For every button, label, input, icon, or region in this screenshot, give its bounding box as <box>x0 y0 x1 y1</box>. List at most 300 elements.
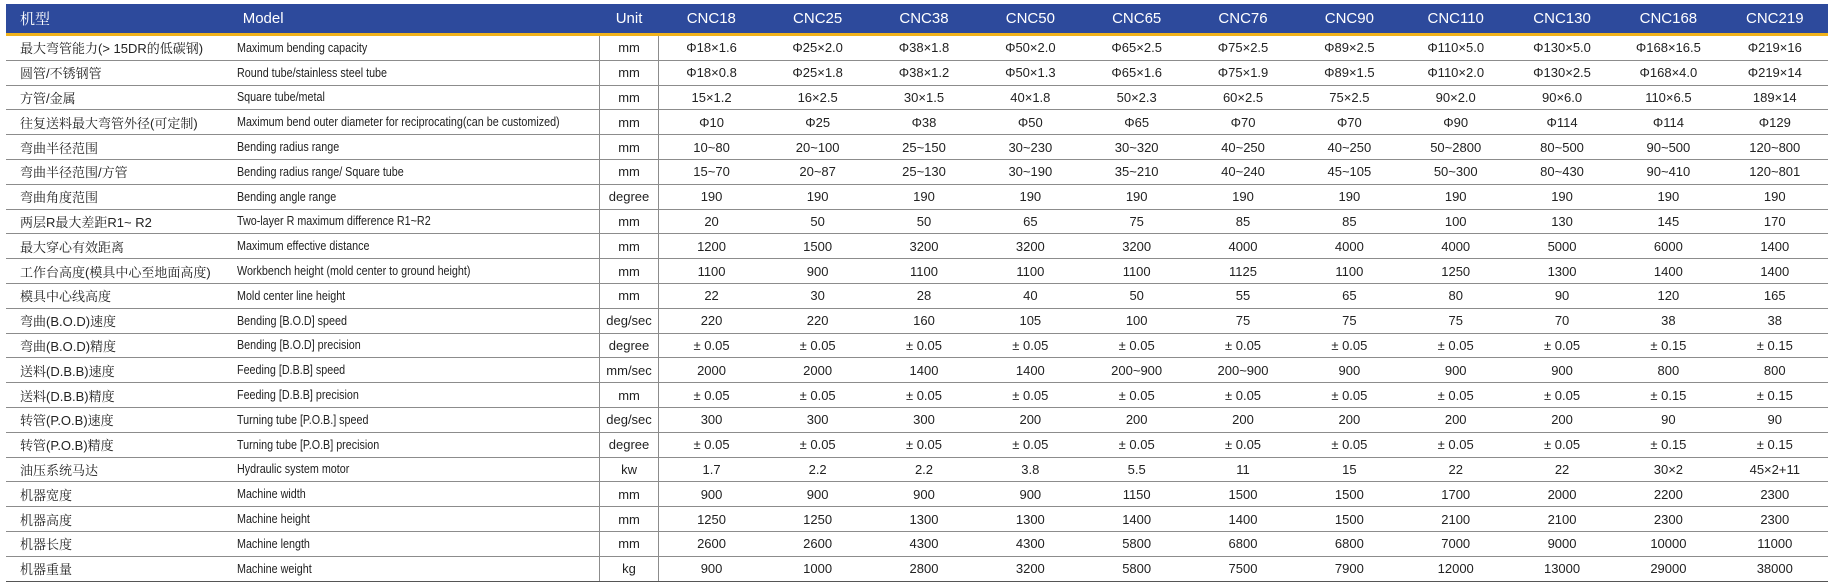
cell-cnc38: 1400 <box>871 358 977 383</box>
row-label-en-cell <box>229 35 600 61</box>
cell-cnc76: Φ75×2.5 <box>1190 35 1296 61</box>
cell-cnc25: 190 <box>764 184 870 209</box>
row-unit: degree <box>600 432 658 457</box>
cell-cnc65: 200~900 <box>1084 358 1190 383</box>
row-label-en-cell <box>229 407 600 432</box>
row-label-en: Bending radius range/ Square tube <box>236 164 404 179</box>
cell-cnc219: 120~801 <box>1722 159 1828 184</box>
cell-cnc18: 900 <box>658 482 764 507</box>
cell-cnc25: 2000 <box>764 358 870 383</box>
cell-cnc65: 35~210 <box>1084 159 1190 184</box>
cell-cnc65: ± 0.05 <box>1084 333 1190 358</box>
cell-cnc110: 100 <box>1403 209 1509 234</box>
cell-cnc168: Φ114 <box>1615 110 1721 135</box>
cell-cnc25: 20~100 <box>764 135 870 160</box>
cell-cnc90: 1500 <box>1296 507 1402 532</box>
cell-cnc65: 3200 <box>1084 234 1190 259</box>
row-unit: degree <box>600 184 658 209</box>
cell-cnc90: ± 0.05 <box>1296 333 1402 358</box>
cell-cnc110: 50~2800 <box>1403 135 1509 160</box>
cell-cnc90: 1100 <box>1296 259 1402 284</box>
cell-cnc90: 40~250 <box>1296 135 1402 160</box>
row-label-en-cell <box>229 234 600 259</box>
row-label-en: Feeding [D.B.B] precision <box>236 388 359 403</box>
cell-cnc18: ± 0.05 <box>658 432 764 457</box>
cell-cnc168: 6000 <box>1615 234 1721 259</box>
cell-cnc110: 7000 <box>1403 531 1509 556</box>
cell-cnc110: ± 0.05 <box>1403 383 1509 408</box>
row-label-cn: 模具中心线高度 <box>6 283 229 308</box>
cell-cnc18: 20 <box>658 209 764 234</box>
cell-cnc219: 1400 <box>1722 234 1828 259</box>
row-label-en: Maximum bend outer diameter for reciprocating(can be customized) <box>236 115 560 130</box>
cell-cnc38: 300 <box>871 407 977 432</box>
cell-cnc25: ± 0.05 <box>764 333 870 358</box>
cell-cnc130: 5000 <box>1509 234 1615 259</box>
table-row <box>6 184 1828 209</box>
header-model-cnc25: CNC25 <box>764 4 870 35</box>
cell-cnc90: 200 <box>1296 407 1402 432</box>
row-label-en: Machine weight <box>236 561 312 576</box>
cell-cnc130: 90 <box>1509 283 1615 308</box>
cell-cnc219: 120~800 <box>1722 135 1828 160</box>
row-label-en-cell <box>229 457 600 482</box>
row-label-en-cell <box>229 383 600 408</box>
row-unit: mm <box>600 35 658 61</box>
cell-cnc168: 10000 <box>1615 531 1721 556</box>
cell-cnc90: Φ70 <box>1296 110 1402 135</box>
table-body <box>6 35 1828 582</box>
cell-cnc50: ± 0.05 <box>977 383 1083 408</box>
cell-cnc168: 90~410 <box>1615 159 1721 184</box>
cell-cnc130: 2100 <box>1509 507 1615 532</box>
cell-cnc90: 85 <box>1296 209 1402 234</box>
cell-cnc50: 900 <box>977 482 1083 507</box>
cell-cnc76: 200 <box>1190 407 1296 432</box>
row-label-cn: 油压系统马达 <box>6 457 229 482</box>
cell-cnc219: 2300 <box>1722 482 1828 507</box>
row-label-en-cell <box>229 283 600 308</box>
table-header <box>6 4 1828 35</box>
cell-cnc65: 1150 <box>1084 482 1190 507</box>
header-cn-label: 机型 <box>6 4 229 35</box>
cell-cnc25: 1000 <box>764 556 870 581</box>
cell-cnc110: 22 <box>1403 457 1509 482</box>
cell-cnc76: ± 0.05 <box>1190 383 1296 408</box>
cell-cnc38: 3200 <box>871 234 977 259</box>
cell-cnc168: 2200 <box>1615 482 1721 507</box>
cell-cnc50: 190 <box>977 184 1083 209</box>
cell-cnc168: 190 <box>1615 184 1721 209</box>
row-label-en: Bending radius range <box>236 140 339 155</box>
row-unit: mm <box>600 531 658 556</box>
table-row <box>6 308 1828 333</box>
cell-cnc25: 300 <box>764 407 870 432</box>
cell-cnc90: 1500 <box>1296 482 1402 507</box>
cell-cnc65: 190 <box>1084 184 1190 209</box>
cell-cnc50: 3200 <box>977 556 1083 581</box>
cell-cnc219: 38 <box>1722 308 1828 333</box>
cell-cnc110: 190 <box>1403 184 1509 209</box>
cell-cnc38: 50 <box>871 209 977 234</box>
cell-cnc38: ± 0.05 <box>871 432 977 457</box>
cell-cnc130: 2000 <box>1509 482 1615 507</box>
cell-cnc18: 2000 <box>658 358 764 383</box>
cell-cnc110: 12000 <box>1403 556 1509 581</box>
cell-cnc168: 120 <box>1615 283 1721 308</box>
cell-cnc219: 800 <box>1722 358 1828 383</box>
cell-cnc76: 1400 <box>1190 507 1296 532</box>
cell-cnc219: 38000 <box>1722 556 1828 581</box>
row-label-cn: 方管/金属 <box>6 85 229 110</box>
cell-cnc65: 5.5 <box>1084 457 1190 482</box>
cell-cnc130: 80~500 <box>1509 135 1615 160</box>
cell-cnc25: Φ25 <box>764 110 870 135</box>
cell-cnc90: Φ89×1.5 <box>1296 60 1402 85</box>
cell-cnc65: 5800 <box>1084 556 1190 581</box>
cell-cnc219: 11000 <box>1722 531 1828 556</box>
cell-cnc76: 40~250 <box>1190 135 1296 160</box>
cell-cnc110: 2100 <box>1403 507 1509 532</box>
table-row <box>6 531 1828 556</box>
cell-cnc25: 220 <box>764 308 870 333</box>
header-model-cnc38: CNC38 <box>871 4 977 35</box>
cell-cnc76: 85 <box>1190 209 1296 234</box>
row-label-cn: 转管(P.O.B)精度 <box>6 432 229 457</box>
cell-cnc76: 40~240 <box>1190 159 1296 184</box>
table-row <box>6 159 1828 184</box>
cell-cnc18: 1250 <box>658 507 764 532</box>
row-label-cn: 弯曲(B.O.D)速度 <box>6 308 229 333</box>
cell-cnc130: Φ130×2.5 <box>1509 60 1615 85</box>
cell-cnc90: 45~105 <box>1296 159 1402 184</box>
cell-cnc38: 30×1.5 <box>871 85 977 110</box>
table-row <box>6 333 1828 358</box>
row-label-cn: 机器重量 <box>6 556 229 581</box>
row-label-cn: 送料(D.B.B)速度 <box>6 358 229 383</box>
cell-cnc25: ± 0.05 <box>764 383 870 408</box>
cell-cnc50: 1400 <box>977 358 1083 383</box>
cell-cnc110: 90×2.0 <box>1403 85 1509 110</box>
cell-cnc18: 15×1.2 <box>658 85 764 110</box>
row-label-cn: 弯曲角度范围 <box>6 184 229 209</box>
cell-cnc110: Φ110×2.0 <box>1403 60 1509 85</box>
cell-cnc38: 28 <box>871 283 977 308</box>
cell-cnc50: 40×1.8 <box>977 85 1083 110</box>
cell-cnc25: 20~87 <box>764 159 870 184</box>
cell-cnc38: 2800 <box>871 556 977 581</box>
cell-cnc76: 1125 <box>1190 259 1296 284</box>
cell-cnc130: 900 <box>1509 358 1615 383</box>
cell-cnc130: 9000 <box>1509 531 1615 556</box>
cell-cnc90: 15 <box>1296 457 1402 482</box>
cell-cnc50: 65 <box>977 209 1083 234</box>
cell-cnc219: 90 <box>1722 407 1828 432</box>
cell-cnc25: 1500 <box>764 234 870 259</box>
cell-cnc90: 7900 <box>1296 556 1402 581</box>
row-label-en: Machine height <box>236 512 310 527</box>
row-label-en: Hydraulic system motor <box>236 462 350 477</box>
cell-cnc18: 220 <box>658 308 764 333</box>
row-unit: deg/sec <box>600 407 658 432</box>
row-unit: mm <box>600 482 658 507</box>
row-label-en: Turning tube [P.O.B] precision <box>236 437 379 452</box>
row-label-cn: 送料(D.B.B)精度 <box>6 383 229 408</box>
table-row <box>6 234 1828 259</box>
row-label-cn: 机器高度 <box>6 507 229 532</box>
cell-cnc50: Φ50×1.3 <box>977 60 1083 85</box>
cell-cnc38: 4300 <box>871 531 977 556</box>
cell-cnc168: 110×6.5 <box>1615 85 1721 110</box>
cell-cnc50: 3.8 <box>977 457 1083 482</box>
header-unit-label: Unit <box>600 4 658 35</box>
cell-cnc130: Φ114 <box>1509 110 1615 135</box>
cell-cnc50: 30~190 <box>977 159 1083 184</box>
row-label-en: Workbench height (mold center to ground height) <box>236 264 471 279</box>
cell-cnc90: 6800 <box>1296 531 1402 556</box>
cell-cnc130: 190 <box>1509 184 1615 209</box>
cell-cnc50: 1300 <box>977 507 1083 532</box>
cell-cnc38: 160 <box>871 308 977 333</box>
cell-cnc168: 38 <box>1615 308 1721 333</box>
row-label-cn: 弯曲半径范围 <box>6 135 229 160</box>
header-model-cnc168: CNC168 <box>1615 4 1721 35</box>
cell-cnc219: 1400 <box>1722 259 1828 284</box>
row-label-en: Round tube/stainless steel tube <box>236 65 387 80</box>
row-unit: mm <box>600 283 658 308</box>
row-label-en-cell <box>229 308 600 333</box>
row-unit: degree <box>600 333 658 358</box>
cell-cnc18: 10~80 <box>658 135 764 160</box>
cell-cnc168: 800 <box>1615 358 1721 383</box>
row-unit: mm <box>600 383 658 408</box>
cell-cnc65: 1100 <box>1084 259 1190 284</box>
table-row <box>6 457 1828 482</box>
cell-cnc76: 75 <box>1190 308 1296 333</box>
cell-cnc76: ± 0.05 <box>1190 333 1296 358</box>
row-label-cn: 机器宽度 <box>6 482 229 507</box>
table-row <box>6 60 1828 85</box>
row-label-cn: 弯曲(B.O.D)精度 <box>6 333 229 358</box>
cell-cnc110: 200 <box>1403 407 1509 432</box>
row-label-en-cell <box>229 85 600 110</box>
cell-cnc25: Φ25×1.8 <box>764 60 870 85</box>
cell-cnc25: 1250 <box>764 507 870 532</box>
cell-cnc168: 90~500 <box>1615 135 1721 160</box>
cell-cnc65: 200 <box>1084 407 1190 432</box>
cell-cnc76: Φ75×1.9 <box>1190 60 1296 85</box>
row-label-cn: 工作台高度(模具中心至地面高度) <box>6 259 229 284</box>
cell-cnc110: ± 0.05 <box>1403 333 1509 358</box>
cell-cnc219: 170 <box>1722 209 1828 234</box>
cell-cnc50: 105 <box>977 308 1083 333</box>
row-label-en: Machine width <box>236 487 306 502</box>
cell-cnc130: ± 0.05 <box>1509 432 1615 457</box>
row-label-cn: 最大穿心有效距离 <box>6 234 229 259</box>
cell-cnc219: Φ219×16 <box>1722 35 1828 61</box>
cell-cnc38: 25~130 <box>871 159 977 184</box>
cell-cnc219: ± 0.15 <box>1722 333 1828 358</box>
row-label-en-cell <box>229 507 600 532</box>
cell-cnc38: 1300 <box>871 507 977 532</box>
cell-cnc65: 75 <box>1084 209 1190 234</box>
cell-cnc168: ± 0.15 <box>1615 333 1721 358</box>
cell-cnc18: 1200 <box>658 234 764 259</box>
cell-cnc130: 1300 <box>1509 259 1615 284</box>
header-model-cnc76: CNC76 <box>1190 4 1296 35</box>
cell-cnc18: ± 0.05 <box>658 383 764 408</box>
table-row <box>6 283 1828 308</box>
cell-cnc76: 190 <box>1190 184 1296 209</box>
row-unit: kw <box>600 457 658 482</box>
cell-cnc25: 900 <box>764 482 870 507</box>
cell-cnc65: 50 <box>1084 283 1190 308</box>
header-model-cnc90: CNC90 <box>1296 4 1402 35</box>
row-unit: mm/sec <box>600 358 658 383</box>
cell-cnc110: 75 <box>1403 308 1509 333</box>
cell-cnc90: 75 <box>1296 308 1402 333</box>
cell-cnc25: 30 <box>764 283 870 308</box>
cell-cnc90: 4000 <box>1296 234 1402 259</box>
header-model-cnc50: CNC50 <box>977 4 1083 35</box>
table-row <box>6 383 1828 408</box>
cell-cnc110: 4000 <box>1403 234 1509 259</box>
cell-cnc18: 22 <box>658 283 764 308</box>
cell-cnc90: Φ89×2.5 <box>1296 35 1402 61</box>
row-label-en-cell <box>229 209 600 234</box>
row-label-en-cell <box>229 184 600 209</box>
header-model-cnc110: CNC110 <box>1403 4 1509 35</box>
cell-cnc50: 3200 <box>977 234 1083 259</box>
cell-cnc38: ± 0.05 <box>871 333 977 358</box>
table-row <box>6 110 1828 135</box>
row-label-cn: 往复送料最大弯管外径(可定制) <box>6 110 229 135</box>
cell-cnc110: Φ90 <box>1403 110 1509 135</box>
header-model-cnc18: CNC18 <box>658 4 764 35</box>
cell-cnc219: Φ219×14 <box>1722 60 1828 85</box>
cell-cnc130: 80~430 <box>1509 159 1615 184</box>
cell-cnc18: Φ18×0.8 <box>658 60 764 85</box>
cell-cnc130: Φ130×5.0 <box>1509 35 1615 61</box>
cell-cnc76: 55 <box>1190 283 1296 308</box>
header-model-cnc219: CNC219 <box>1722 4 1828 35</box>
table-row <box>6 482 1828 507</box>
cell-cnc25: Φ25×2.0 <box>764 35 870 61</box>
cell-cnc50: Φ50×2.0 <box>977 35 1083 61</box>
cell-cnc38: Φ38×1.2 <box>871 60 977 85</box>
cell-cnc38: 2.2 <box>871 457 977 482</box>
row-unit: mm <box>600 60 658 85</box>
row-label-en-cell <box>229 358 600 383</box>
cell-cnc18: 1.7 <box>658 457 764 482</box>
row-label-en-cell <box>229 159 600 184</box>
row-label-en: Square tube/metal <box>236 90 325 105</box>
table-row <box>6 259 1828 284</box>
cell-cnc168: 145 <box>1615 209 1721 234</box>
row-label-en-cell <box>229 110 600 135</box>
cell-cnc110: 1250 <box>1403 259 1509 284</box>
cell-cnc110: 80 <box>1403 283 1509 308</box>
row-label-en-cell <box>229 60 600 85</box>
cell-cnc130: ± 0.05 <box>1509 383 1615 408</box>
specification-table <box>6 4 1828 582</box>
row-label-en-cell <box>229 482 600 507</box>
cell-cnc25: 2.2 <box>764 457 870 482</box>
row-unit: mm <box>600 85 658 110</box>
row-label-en-cell <box>229 432 600 457</box>
cell-cnc50: ± 0.05 <box>977 432 1083 457</box>
row-unit: mm <box>600 135 658 160</box>
cell-cnc18: 1100 <box>658 259 764 284</box>
table-row <box>6 358 1828 383</box>
row-label-en-cell <box>229 259 600 284</box>
cell-cnc168: 1400 <box>1615 259 1721 284</box>
cell-cnc38: 25~150 <box>871 135 977 160</box>
cell-cnc18: 2600 <box>658 531 764 556</box>
table-row <box>6 209 1828 234</box>
cell-cnc76: Φ70 <box>1190 110 1296 135</box>
cell-cnc219: 45×2+11 <box>1722 457 1828 482</box>
cell-cnc65: Φ65 <box>1084 110 1190 135</box>
cell-cnc38: 900 <box>871 482 977 507</box>
cell-cnc90: ± 0.05 <box>1296 383 1402 408</box>
cell-cnc168: ± 0.15 <box>1615 432 1721 457</box>
header-model-cnc130: CNC130 <box>1509 4 1615 35</box>
row-label-en: Maximum bending capacity <box>236 40 367 55</box>
cell-cnc50: 200 <box>977 407 1083 432</box>
cell-cnc130: 22 <box>1509 457 1615 482</box>
header-en-label: Model <box>229 4 600 35</box>
cell-cnc219: 190 <box>1722 184 1828 209</box>
cell-cnc18: ± 0.05 <box>658 333 764 358</box>
cell-cnc38: ± 0.05 <box>871 383 977 408</box>
cell-cnc65: 30~320 <box>1084 135 1190 160</box>
cell-cnc18: 190 <box>658 184 764 209</box>
cell-cnc50: 1100 <box>977 259 1083 284</box>
row-label-cn: 机器长度 <box>6 531 229 556</box>
cell-cnc130: 200 <box>1509 407 1615 432</box>
cell-cnc65: Φ65×2.5 <box>1084 35 1190 61</box>
cell-cnc38: Φ38×1.8 <box>871 35 977 61</box>
row-label-cn: 转管(P.O.B)速度 <box>6 407 229 432</box>
cell-cnc168: 29000 <box>1615 556 1721 581</box>
header-model-cnc65: CNC65 <box>1084 4 1190 35</box>
cell-cnc38: Φ38 <box>871 110 977 135</box>
cell-cnc168: ± 0.15 <box>1615 383 1721 408</box>
cell-cnc25: 16×2.5 <box>764 85 870 110</box>
row-label-en: Two-layer R maximum difference R1~R2 <box>236 214 431 229</box>
cell-cnc110: 50~300 <box>1403 159 1509 184</box>
cell-cnc50: 30~230 <box>977 135 1083 160</box>
cell-cnc50: 4300 <box>977 531 1083 556</box>
cell-cnc130: 13000 <box>1509 556 1615 581</box>
header-row <box>6 4 1828 35</box>
cell-cnc38: 1100 <box>871 259 977 284</box>
table-row <box>6 135 1828 160</box>
cell-cnc65: ± 0.05 <box>1084 432 1190 457</box>
cell-cnc130: 130 <box>1509 209 1615 234</box>
cell-cnc76: 6800 <box>1190 531 1296 556</box>
cell-cnc65: ± 0.05 <box>1084 383 1190 408</box>
cell-cnc76: 7500 <box>1190 556 1296 581</box>
cell-cnc76: 60×2.5 <box>1190 85 1296 110</box>
row-unit: mm <box>600 234 658 259</box>
cell-cnc25: 2600 <box>764 531 870 556</box>
cell-cnc90: 190 <box>1296 184 1402 209</box>
row-label-en: Bending [B.O.D] speed <box>236 313 347 328</box>
cell-cnc65: 1400 <box>1084 507 1190 532</box>
cell-cnc65: Φ65×1.6 <box>1084 60 1190 85</box>
